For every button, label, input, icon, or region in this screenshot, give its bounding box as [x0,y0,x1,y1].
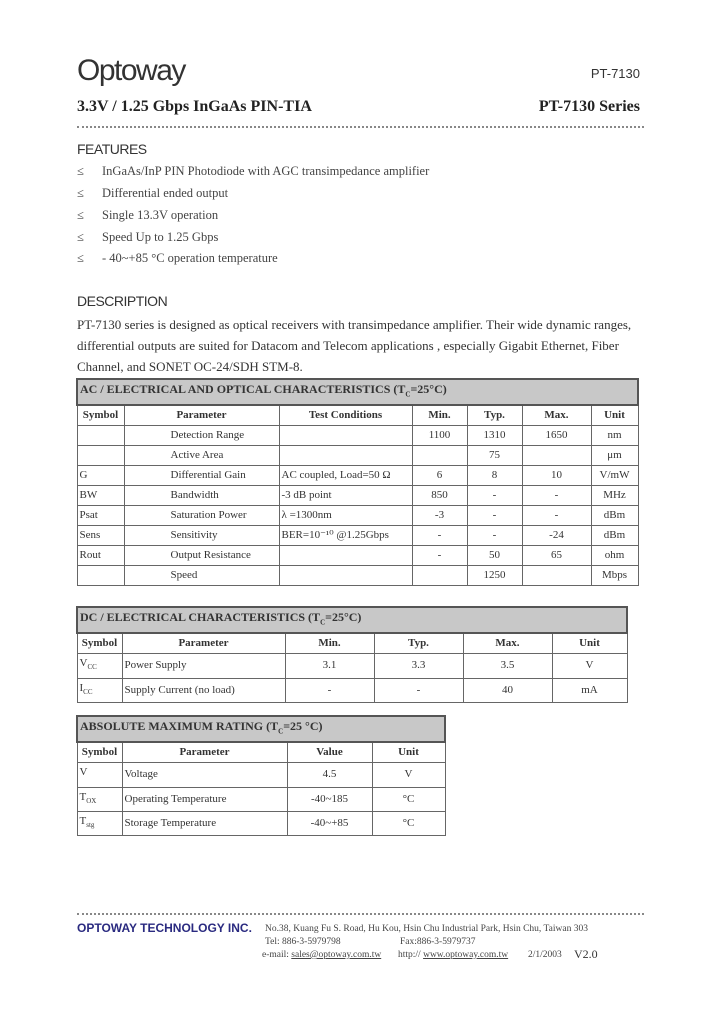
table-cell: dBm [591,506,638,526]
table-cell: Rout [77,546,124,566]
table-cell [279,446,412,466]
product-series: PT-7130 Series [538,98,640,115]
feature-item: ≤ - 40~+85 °C operation temperature [77,251,278,265]
table-cell: - [467,486,522,506]
features-heading: FEATURES [77,141,147,157]
absolute-max-table [76,715,446,836]
footer-divider [77,913,644,915]
table-cell: Active Area [124,446,279,466]
description-heading: DESCRIPTION [77,293,168,309]
dc-characteristics-table [76,606,628,703]
table-cell: Operating Temperature [122,787,287,811]
table-cell: Mbps [591,566,638,586]
table-cell: Saturation Power [124,506,279,526]
table-row [77,546,638,566]
table-cell: 1250 [467,566,522,586]
description-text: PT-7130 series is designed as optical receivers with transimpedance amplifier. Their wide dynamic ranges, differential outputs are suited for Datacom and Telecom applications , especially Gigabit Ethernet, Fiber Channel, and SONET OC-24/SDH STM-8. [77,317,632,374]
ac-table-header-row: Symbol Parameter Test Conditions Min. Typ. Max. Unit [77,405,638,426]
table-cell: - [522,486,591,506]
table-cell: -3 dB point [279,486,412,506]
table-row [77,566,638,586]
table-cell: MHz [591,486,638,506]
table-cell: μm [591,446,638,466]
symbol-cell: $I_{CC}$ [77,678,122,702]
table-row [77,506,638,526]
product-title: 3.3V / 1.25 Gbps InGaAs PIN-TIA [77,98,312,115]
table-cell: BER=10⁻¹⁰ @1.25Gbps [279,526,412,546]
table-cell: V [372,763,445,787]
table-cell: Speed [124,566,279,586]
table-cell: - [412,546,467,566]
table-row [77,426,638,446]
table-cell: V [552,654,627,678]
table-cell: - [467,526,522,546]
table-cell: Storage Temperature [122,811,287,835]
table-row [77,678,627,702]
table-cell: 3.1 [285,654,374,678]
symbol-cell: $T_{stg}$ [77,811,122,835]
table-cell: 4.5 [287,763,372,787]
table-row [77,446,638,466]
table-cell: ohm [591,546,638,566]
table-cell: Sens [77,526,124,546]
table-row [77,787,445,811]
table-cell: - [467,506,522,526]
table-cell [522,446,591,466]
table-cell: 3.3 [374,654,463,678]
ac-table-title: AC / ELECTRICAL AND OPTICAL CHARACTERISTICS $(T_C=25^\circ C)$ [77,379,638,405]
table-cell: 1100 [412,426,467,446]
table-cell: °C [372,787,445,811]
table-cell: - [522,506,591,526]
website-link[interactable]: www.optoway.com.tw [423,950,509,960]
table-cell: 8 [467,466,522,486]
table-cell: 40 [463,678,552,702]
footer-web: http:// www.optoway.com.tw [398,950,509,960]
table-cell [77,426,124,446]
table-cell: Output Resistance [124,546,279,566]
abs-table-header-row: Symbol Parameter Value Unit [77,742,445,763]
table-cell: Psat [77,506,124,526]
footer-email: e-mail: sales@optoway.com.tw [262,950,382,960]
table-cell: 6 [412,466,467,486]
feature-item: ≤ Speed Up to 1.25 Gbps [77,230,219,244]
table-cell: V/mW [591,466,638,486]
table-cell: Sensitivity [124,526,279,546]
table-row [77,466,638,486]
abs-table-title: ABSOLUTE MAXIMUM RATING ($T_C=25$ °C) [77,716,445,742]
table-cell: 75 [467,446,522,466]
table-cell: Supply Current (no load) [122,678,285,702]
table-cell: 1310 [467,426,522,446]
table-cell: -40~185 [287,787,372,811]
footer-address: No.38, Kuang Fu S. Road, Hu Kou, Hsin Chu Industrial Park, Hsin Chu, Taiwan 303 [265,924,588,934]
dc-table-header-row: Symbol Parameter Min. Typ. Max. Unit [77,633,627,654]
table-cell: λ =1300nm [279,506,412,526]
feature-item: ≤ InGaAs/InP PIN Photodiode with AGC transimpedance amplifier [77,164,430,178]
table-cell: - [412,526,467,546]
table-cell [279,546,412,566]
table-cell: nm [591,426,638,446]
symbol-cell: $V_{CC}$ [77,654,122,678]
table-cell: dBm [591,526,638,546]
ac-characteristics-table [76,378,639,586]
footer-company: OPTOWAY TECHNOLOGY INC. [77,921,252,935]
table-cell: - [285,678,374,702]
table-row [77,763,445,787]
table-row [77,654,627,678]
table-cell: AC coupled, Load=50 Ω [279,466,412,486]
table-cell: G [77,466,124,486]
table-cell [522,566,591,586]
table-cell [279,426,412,446]
table-cell: - [374,678,463,702]
table-cell [77,566,124,586]
table-cell: Detection Range [124,426,279,446]
table-cell: BW [77,486,124,506]
table-cell: 50 [467,546,522,566]
table-cell: 10 [522,466,591,486]
table-row [77,486,638,506]
footer-date: 2/1/2003 [528,950,562,960]
email-link[interactable]: sales@optoway.com.tw [291,950,382,960]
table-cell: Bandwidth [124,486,279,506]
feature-item: ≤ Differential ended output [77,186,229,200]
table-cell [77,446,124,466]
table-cell: 1650 [522,426,591,446]
dc-table-title: DC / ELECTRICAL CHARACTERISTICS $(T_C=25^\circ C)$ [77,607,627,633]
footer-fax: Fax:886-3-5979737 [400,937,476,947]
table-cell [412,446,467,466]
table-cell: mA [552,678,627,702]
table-cell [412,566,467,586]
table-cell: °C [372,811,445,835]
table-cell: -24 [522,526,591,546]
table-row [77,526,638,546]
symbol-cell: V [77,763,122,787]
symbol-cell: $T_{OX}$ [77,787,122,811]
table-cell: -3 [412,506,467,526]
table-cell [279,566,412,586]
part-number: PT-7130 [590,66,640,81]
table-cell: 3.5 [463,654,552,678]
brand-logo: Optoway [77,54,185,87]
table-cell: 850 [412,486,467,506]
table-row [77,811,445,835]
table-cell: Differential Gain [124,466,279,486]
table-cell: Voltage [122,763,287,787]
table-cell: 65 [522,546,591,566]
table-cell: Power Supply [122,654,285,678]
footer-tel: Tel: 886-3-5979798 [265,937,341,947]
feature-item: ≤ Single 13.3V operation [77,208,219,222]
footer-version: V2.0 [574,947,598,961]
header-divider [77,126,644,128]
table-cell: -40~+85 [287,811,372,835]
